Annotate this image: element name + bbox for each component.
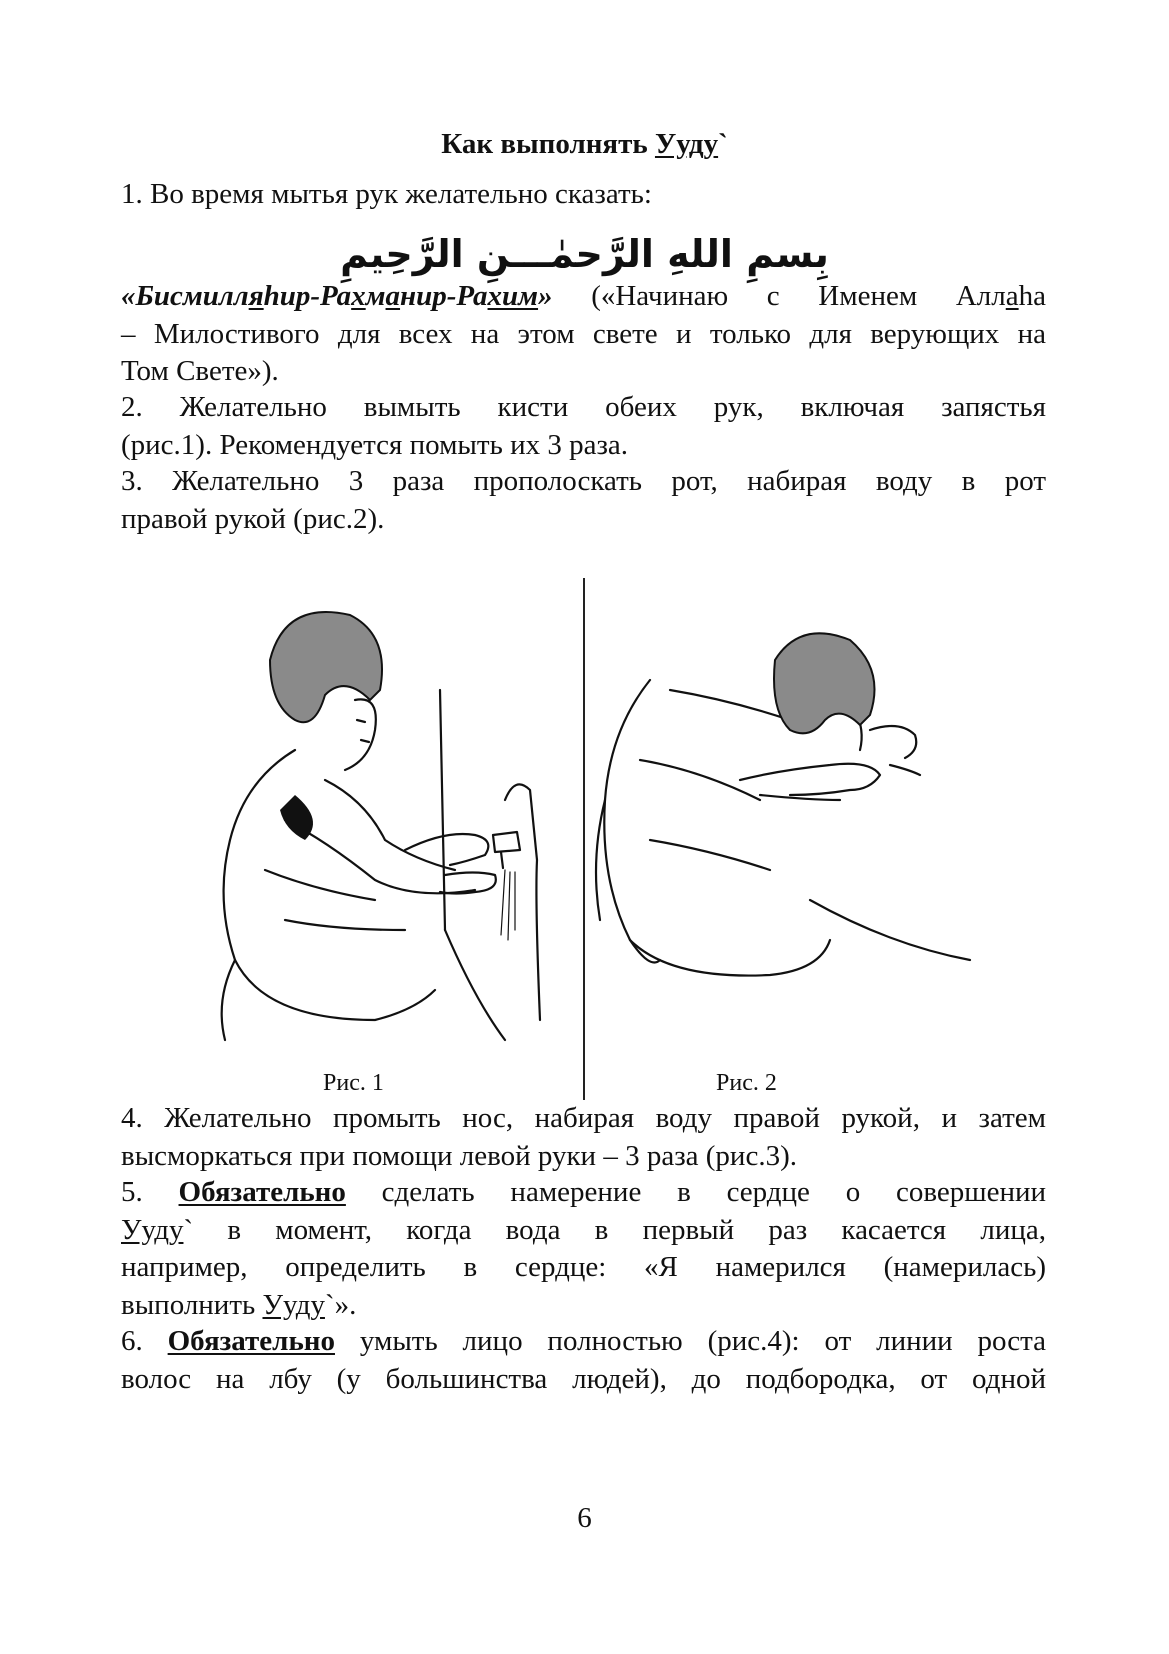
figure-2-illustration [590,600,1010,1060]
step-1-text: 1. Во время мытья рук желательно сказать: [121,178,652,210]
title-underlined: Ууду [654,128,719,160]
step-3-line-2: правой рукой (рис.2). [121,502,385,535]
step-4-line-1: 4. Желательно промыть нос, набирая воду правой рукой, и затем [121,1102,1046,1134]
step-2 [121,389,1046,464]
translit-paragraph [121,278,1046,391]
page-number: 6 [577,1502,592,1534]
step-5-line-2: Ууду` в момент, когда вода в первый раз касается лица, [121,1213,1046,1246]
step-5-line-1: 5. Обязательно сделать намерение в сердце о совершении [121,1176,1047,1208]
step-6-line-2: волос на лбу (у большинства людей), до подбородка, от одной [121,1362,1046,1395]
step-5-line-4: выполнить Ууду`». [121,1288,357,1321]
step-3 [121,463,1046,538]
step-6-line-1: 6. Обязательно умыть лицо полностью (рис.4): от линии роста [121,1325,1047,1357]
step-4 [121,1100,1046,1175]
step-5 [121,1174,1046,1324]
step-3-line-1: 3. Желательно 3 раза прополоскать рот, набирая воду в рот [121,465,1046,497]
arabic-basmala: بِسمِ اللهِ الرَّحمٰـــنِ الرَّحِيمِ [340,232,829,276]
title-text: Как выполнять [441,128,655,160]
step-1 [121,176,1046,214]
step-2-line-2: (рис.1). Рекомендуется помыть их 3 раза. [121,428,629,461]
figure-divider [583,578,585,1100]
translit-line-2: – Милостивого для всех на этом свете и только для верующих на [121,317,1046,350]
figure-2-caption: Рис. 2 [716,1070,777,1096]
page-title [0,128,1169,161]
translit-line-1: «Бисмилляhир-Рахманир-Рахим» («Начинаю с Именем Аллаhа [121,280,1046,312]
step-5-line-3: например, определить в сердце: «Я намерился (намерилась) [121,1251,1046,1283]
step-6-emphasis: Обязательно [167,1325,335,1357]
figure-1-caption: Рис. 1 [323,1070,384,1096]
step-5-emphasis: Обязательно [178,1176,346,1208]
figure-1-illustration [175,600,575,1060]
step-4-line-2: высморкаться при помощи левой руки – 3 раза (рис.3). [121,1139,797,1172]
translit-line-3: Том Свете»). [121,355,279,387]
title-suffix: ` [718,128,728,160]
step-2-line-1: 2. Желательно вымыть кисти обеих рук, включая запястья [121,391,1046,423]
step-6 [121,1323,1046,1398]
